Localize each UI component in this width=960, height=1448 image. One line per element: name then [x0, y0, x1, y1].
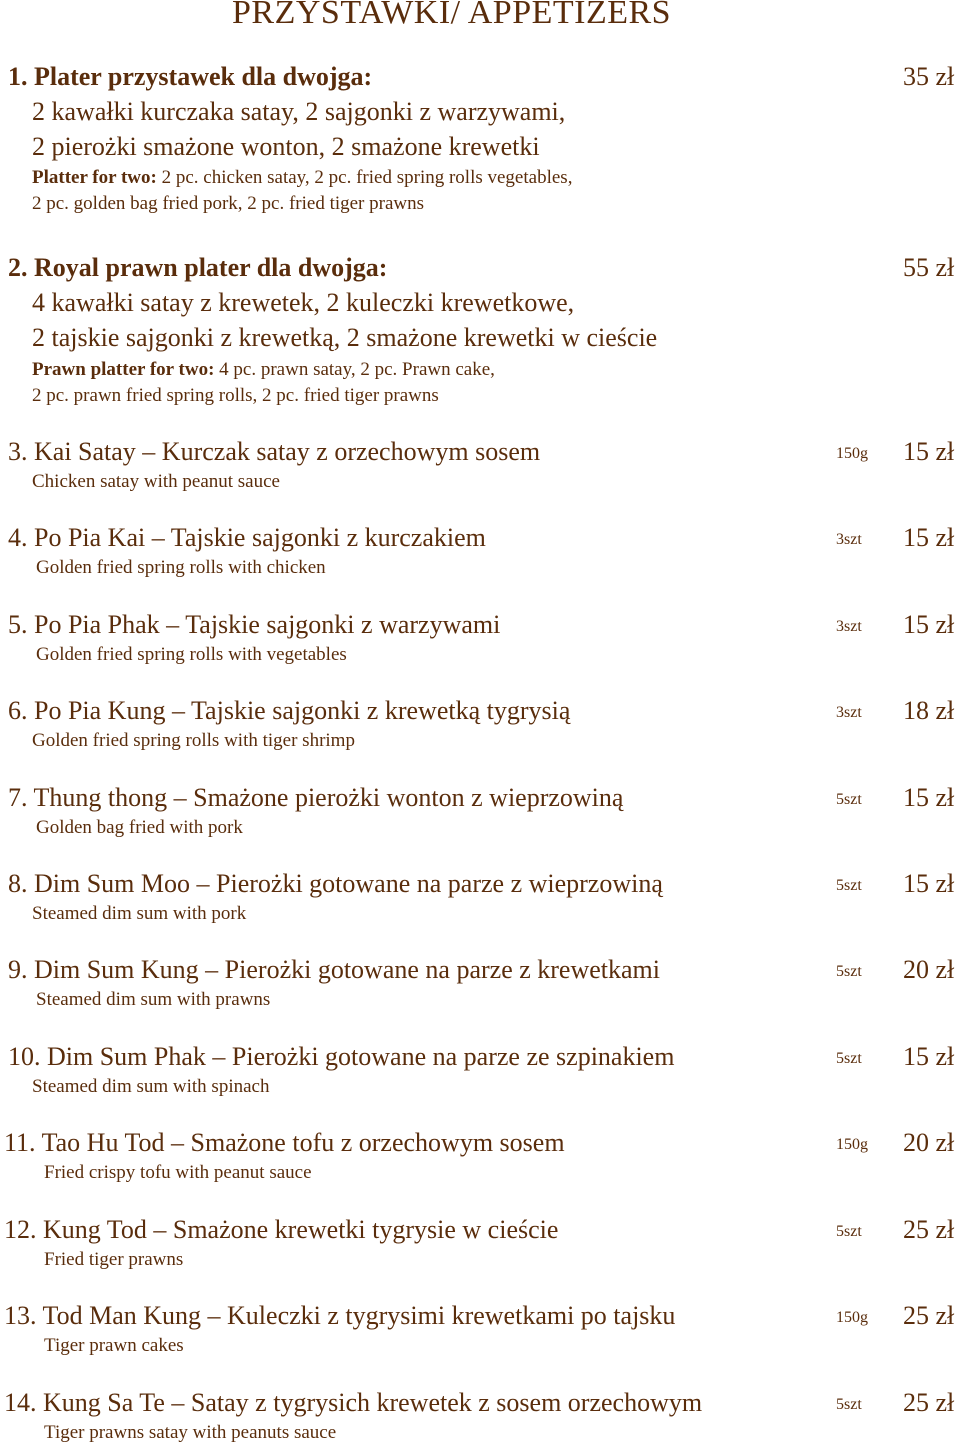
item-9-en: Steamed dim sum with prawns: [36, 989, 271, 1010]
item-1-en-bold: Platter for two:: [32, 167, 157, 188]
item-2-price: 55 zł: [903, 253, 955, 282]
item-2-pl-line-3: 2 tajskie sajgonki z krewetką, 2 smażone krewetki w cieście: [32, 323, 658, 352]
item-1-price: 35 zł: [903, 62, 955, 91]
item-4-label: 4. Po Pia Kai – Tajskie sajgonki z kurczakiem: [8, 523, 486, 552]
item-1-en-rest: 2 pc. chicken satay, 2 pc. fried spring rolls vegetables,: [156, 167, 573, 188]
item-3-price: 15 zł: [903, 437, 955, 466]
item-6-qty: 3szt: [836, 704, 862, 721]
item-10-en: Steamed dim sum with spinach: [32, 1076, 270, 1097]
item-9-qty: 5szt: [836, 963, 862, 980]
item-14-en: Tiger prawns satay with peanuts sauce: [44, 1422, 337, 1443]
item-13-price: 25 zł: [903, 1301, 955, 1330]
item-7-price: 15 zł: [903, 783, 955, 812]
item-12-label: 12. Kung Tod – Smażone krewetki tygrysie w cieście: [4, 1215, 559, 1244]
item-3-label: 3. Kai Satay – Kurczak satay z orzechowym sosem: [8, 437, 541, 466]
item-1-en-line-2: 2 pc. golden bag fried pork, 2 pc. fried tiger prawns: [32, 193, 425, 214]
item-8-label: 8. Dim Sum Moo – Pierożki gotowane na parze z wieprzowiną: [8, 869, 663, 898]
item-4-qty: 3szt: [836, 531, 862, 548]
item-5-price: 15 zł: [903, 610, 955, 639]
item-6-price: 18 zł: [903, 696, 955, 725]
item-1-label: 1. Plater przystawek dla dwojga:: [8, 62, 373, 91]
item-10-label: 10. Dim Sum Phak – Pierożki gotowane na parze ze szpinakiem: [8, 1042, 675, 1071]
item-2-label: 2. Royal prawn plater dla dwojga:: [8, 253, 388, 282]
item-5-qty: 3szt: [836, 618, 862, 635]
item-2-en-rest: 4 pc. prawn satay, 2 pc. Prawn cake,: [214, 359, 495, 380]
item-3-en: Chicken satay with peanut sauce: [32, 471, 280, 492]
item-2-en-bold: Prawn platter for two:: [32, 359, 215, 380]
item-6-label: 6. Po Pia Kung – Tajskie sajgonki z krewetką tygrysią: [8, 696, 571, 725]
item-12-price: 25 zł: [903, 1215, 955, 1244]
item-8-en: Steamed dim sum with pork: [32, 903, 247, 924]
item-6-en: Golden fried spring rolls with tiger shrimp: [32, 730, 355, 751]
item-4-en: Golden fried spring rolls with chicken: [36, 557, 326, 578]
item-13-label: 13. Tod Man Kung – Kuleczki z tygrysimi krewetkami po tajsku: [4, 1301, 676, 1330]
item-14-qty: 5szt: [836, 1396, 862, 1413]
item-13-en: Tiger prawn cakes: [44, 1335, 184, 1356]
item-11-price: 20 zł: [903, 1128, 955, 1157]
item-14-label: 14. Kung Sa Te – Satay z tygrysich krewetek z sosem orzechowym: [4, 1388, 703, 1417]
item-1-pl-line-3: 2 pierożki smażone wonton, 2 smażone krewetki: [32, 132, 540, 161]
item-14-price: 25 zł: [903, 1388, 955, 1417]
item-9-label: 9. Dim Sum Kung – Pierożki gotowane na parze z krewetkami: [8, 955, 660, 984]
item-2-pl-line-2: 4 kawałki satay z krewetek, 2 kuleczki krewetkowe,: [32, 288, 575, 317]
item-12-qty: 5szt: [836, 1223, 862, 1240]
item-7-en: Golden bag fried with pork: [36, 817, 243, 838]
item-1-pl-line-2: 2 kawałki kurczaka satay, 2 sajgonki z warzywami,: [32, 97, 566, 126]
item-2-en-line-2: 2 pc. prawn fried spring rolls, 2 pc. fried tiger prawns: [32, 385, 439, 406]
item-8-qty: 5szt: [836, 877, 862, 894]
item-2-en-line-1: [32, 360, 495, 379]
item-3-qty: 150g: [836, 445, 868, 462]
item-11-en: Fried crispy tofu with peanut sauce: [44, 1162, 312, 1183]
item-7-label: 7. Thung thong – Smażone pierożki wonton z wieprzowiną: [8, 783, 624, 812]
item-7-qty: 5szt: [836, 791, 862, 808]
page-title: PRZYSTAWKI/ APPETIZERS: [232, 0, 672, 31]
item-10-price: 15 zł: [903, 1042, 955, 1071]
item-11-qty: 150g: [836, 1136, 868, 1153]
item-11-label: 11. Tao Hu Tod – Smażone tofu z orzechowym sosem: [4, 1128, 565, 1157]
item-8-price: 15 zł: [903, 869, 955, 898]
item-13-qty: 150g: [836, 1309, 868, 1326]
item-4-price: 15 zł: [903, 523, 955, 552]
item-9-price: 20 zł: [903, 955, 955, 984]
item-5-label: 5. Po Pia Phak – Tajskie sajgonki z warzywami: [8, 610, 501, 639]
item-5-en: Golden fried spring rolls with vegetables: [36, 644, 347, 665]
item-12-en: Fried tiger prawns: [44, 1249, 184, 1270]
item-1-en-line-1: [32, 168, 572, 187]
item-10-qty: 5szt: [836, 1050, 862, 1067]
